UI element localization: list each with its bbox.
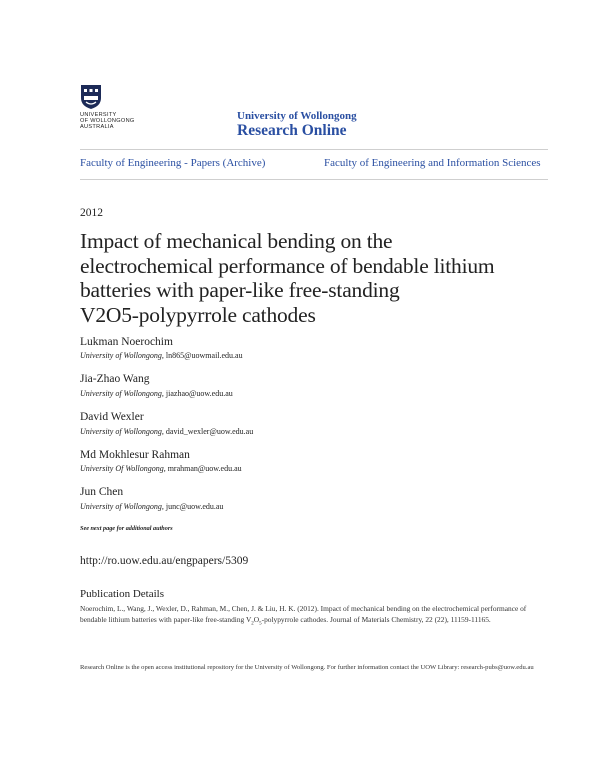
faculty-eis-link[interactable]: Faculty of Engineering and Information Sciences	[324, 157, 541, 169]
author-name: Md Mokhlesur Rahman	[80, 449, 190, 461]
author-email[interactable]: mrahman@uow.edu.au	[167, 464, 242, 473]
paper-title	[80, 229, 550, 327]
publication-details-heading: Publication Details	[80, 588, 165, 600]
citation-part: Noerochim, L., Wang, J., Wexler, D., Rahman, M., Chen, J. & Liu, H. K. (2012). Impact of mechanical bending on the electrochemical performance of bendable lithium batteries with paper-like free-standing V	[80, 604, 527, 625]
author-institution: University of Wollongong	[80, 351, 162, 360]
author-name: Lukman Noerochim	[80, 336, 173, 348]
paper-url-link[interactable]: http://ro.uow.edu.au/engpapers/5309	[80, 555, 249, 567]
author-name: David Wexler	[80, 411, 144, 423]
logo-line: OF WOLLONGONG	[80, 118, 135, 125]
publication-year: 2012	[80, 207, 103, 219]
citation-part: -polypyrrole cathodes. Journal of Materials Chemistry, 22 (22), 11159-11165.	[261, 615, 491, 625]
author-institution: University Of Wollongong	[80, 464, 164, 473]
citation-part: O	[253, 615, 260, 625]
author-affiliation: University Of Wollongong, mrahman@uow.edu.au	[80, 464, 242, 473]
author-institution: University of Wollongong	[80, 389, 162, 398]
author-email[interactable]: jiazhao@uow.edu.au	[165, 389, 233, 398]
divider	[80, 179, 548, 180]
author-name: Jia-Zhao Wang	[80, 373, 150, 385]
repository-footer: Research Online is the open access institutional repository for the University of Wollongong. For further information contact the UOW Library: research-pubs@uow.edu.au	[80, 664, 534, 671]
author-email[interactable]: david_wexler@uow.edu.au	[165, 427, 254, 436]
author-institution: University of Wollongong	[80, 502, 162, 511]
divider	[80, 149, 548, 150]
author-name: Jun Chen	[80, 486, 124, 498]
title-line: electrochemical performance of bendable lithium	[80, 253, 495, 278]
author-affiliation: University of Wollongong, jiazhao@uow.edu.au	[80, 389, 233, 398]
citation-subscript: 2	[251, 621, 254, 627]
title-line: Impact of mechanical bending on the	[80, 229, 393, 253]
logo-line: UNIVERSITY	[80, 112, 117, 118]
author-affiliation: University of Wollongong, david_wexler@uow.edu.au	[80, 427, 254, 436]
crest-icon	[80, 84, 102, 110]
university-name[interactable]: University of Wollongong	[237, 110, 357, 122]
citation-subscript: 5	[259, 621, 262, 627]
author-email[interactable]: ln865@uowmail.edu.au	[165, 351, 243, 360]
title-line: V2O5-polypyrrole cathodes	[80, 302, 316, 327]
logo-line: AUSTRALIA	[80, 124, 114, 131]
see-next-page-note: See next page for additional authors	[80, 525, 173, 532]
title-line: batteries with paper-like free-standing	[80, 278, 400, 302]
author-email[interactable]: junc@uow.edu.au	[165, 502, 224, 511]
author-affiliation: University of Wollongong, ln865@uowmail.edu.au	[80, 351, 243, 360]
citation-text	[80, 603, 550, 630]
repository-name[interactable]: Research Online	[237, 122, 347, 139]
author-institution: University of Wollongong	[80, 427, 162, 436]
logo-wordmark	[80, 112, 135, 131]
author-affiliation: University of Wollongong, junc@uow.edu.au	[80, 502, 224, 511]
faculty-archive-link[interactable]: Faculty of Engineering - Papers (Archive)	[80, 157, 266, 169]
